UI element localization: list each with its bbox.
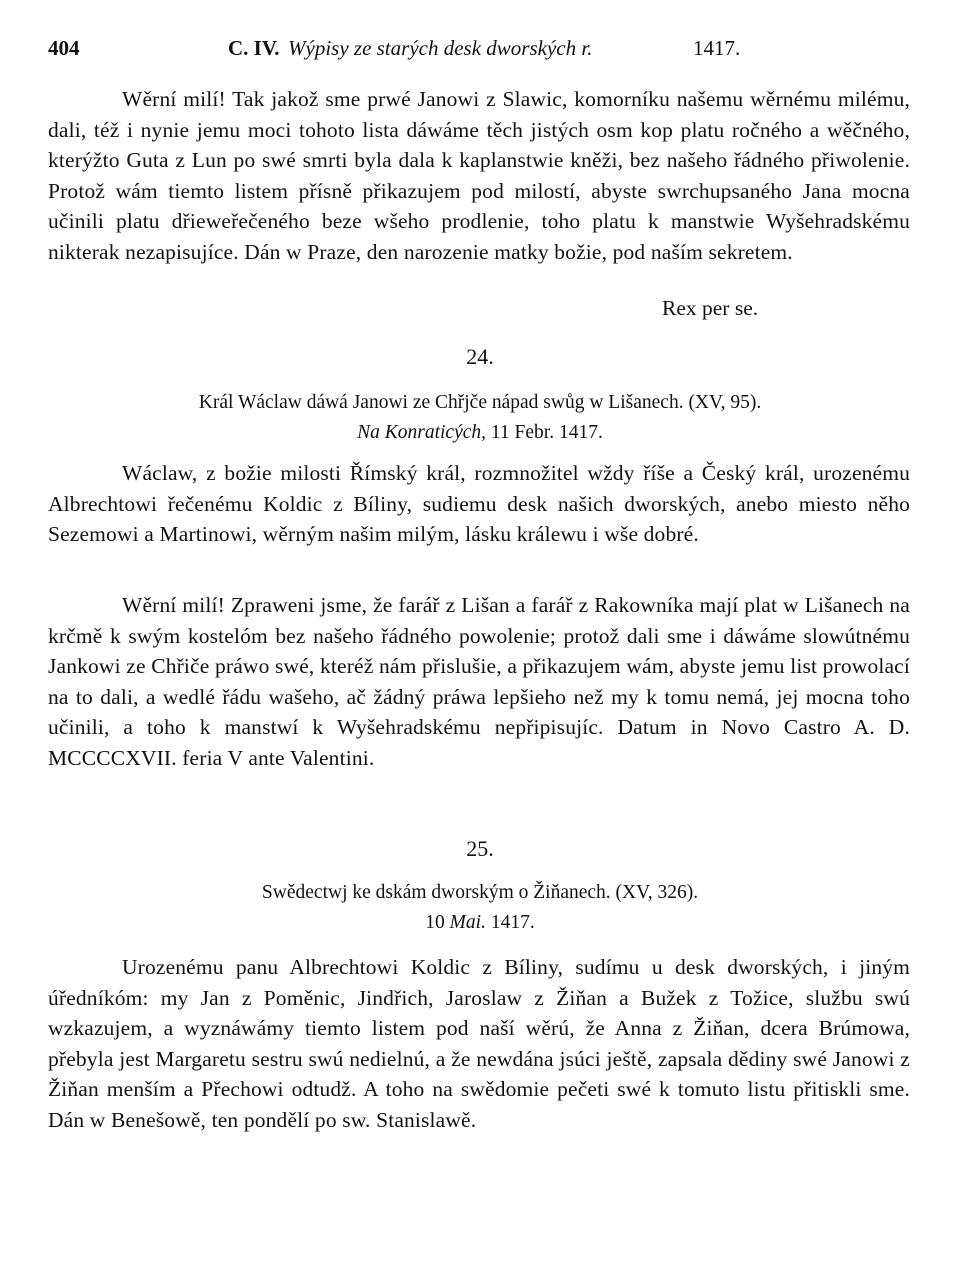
document-24-date: 11 Febr. 1417. bbox=[490, 422, 603, 443]
document-24-paragraph-1 bbox=[48, 458, 910, 550]
chapter-label: C. IV. bbox=[228, 36, 280, 60]
document-25-text bbox=[48, 952, 910, 1136]
document-24-paragraph-2 bbox=[48, 590, 910, 774]
document-25-date-day: 10 bbox=[425, 912, 445, 933]
document-25-number: 25. bbox=[466, 836, 494, 861]
document-24-address: Wáclaw, z božie milosti Římský král, rozmnožitel wždy říše a Český král, urozenému Albrechtowi řečenému Koldic z Bíliny, sudiemu desk našich dworských, anebo miesto něho Sezemowi a Martinowi, wěrným našim milým, lásku králewu i wše dobré. bbox=[48, 461, 910, 547]
document-23-signature: Rex per se. bbox=[662, 296, 759, 320]
document-23-text bbox=[48, 84, 910, 268]
document-25-regest: Swědectwj ke dskám dworským o Žiňanech. (XV, 326). bbox=[261, 882, 699, 903]
document-25-body: Urozenému panu Albrechtowi Koldic z Bíliny, sudímu u desk dworských, i jiným úředníkóm: my Jan z Poměnic, Jindřich, Jaroslaw z Žiňan a Bužek z Tožice, službu swú wzkazujem, a wyznáwámy tiemto listem pod naší wěrú, že Anna z Žiňan, dcera Brúmowa, přebyla jest Margaretu sestru swú nedielnú, a že newdána jsúci ještě, zapsala dědiny swé Janowi z Žiňan menším a Přechowi odtudž. A toho na swědomie pečeti swé k tomuto listu přitiskli sme. Dán w Benešowě, ten pondělí po sw. Stanislawě. bbox=[48, 955, 910, 1132]
document-24-place: Na Konraticých, bbox=[357, 422, 487, 443]
running-header bbox=[48, 36, 910, 70]
document-24-body: Wěrní milí! Zpraweni jsme, že farář z Lišan a farář z Rakowníka mají plat w Lišanech na krčmě k swým kostelóm bez našeho řádného powolenie; protož dali sme i dáwáme slowútnému Jankowi ze Chřiče práwo swé, kteréž nám přislušie, a přikazujem wám, abyste jemu list prowolací na to dali, a wedlé řádu wašeho, ač žádný práwa lepšieho než my k tomu nemá, jej mocna toho učinili, a toho k manstwí k Wyšehradskému nepřipisujíc. Datum in Novo Castro A. D. MCCCCXVII. feria V ante Valentini. bbox=[48, 593, 910, 770]
document-25-date-month: Mai. bbox=[449, 912, 486, 933]
document-24-regest: Král Wáclaw dáwá Janowi ze Chřjče nápad swůg w Lišanech. (XV, 95). bbox=[198, 392, 762, 413]
header-year: 1417. bbox=[693, 36, 741, 60]
document-25-date-year: 1417. bbox=[490, 912, 535, 933]
running-title: Wýpisy ze starých desk dworských r. bbox=[288, 36, 593, 60]
document-24-number: 24. bbox=[466, 344, 494, 369]
document-25-dateline bbox=[0, 912, 960, 934]
document-23-body: Wěrní milí! Tak jakož sme prwé Janowi z Slawic, komorníku našemu wěrnému milému, dali, též i nynie jemu moci tohoto lista dáwáme těch jistých osm kop platu ročného a wěčného, kterýžto Guta z Lun po swé smrti byla dala k kaplanstwie kněži, bez našeho řádného přiwolenie. Protož wám tiemto listem přísně přikazujem pod milostí, abyste swrchupsaného Jana mocna učinili platu dřieweřečeného beze wšeho prodlenie, toho platu k manstwie Wyšehradskému nikterak nezapisujíce. Dán w Praze, den narozenie matky božie, pod naším sekretem. bbox=[48, 87, 910, 264]
document-24-dateline bbox=[0, 422, 960, 444]
page-number: 404 bbox=[48, 36, 80, 60]
